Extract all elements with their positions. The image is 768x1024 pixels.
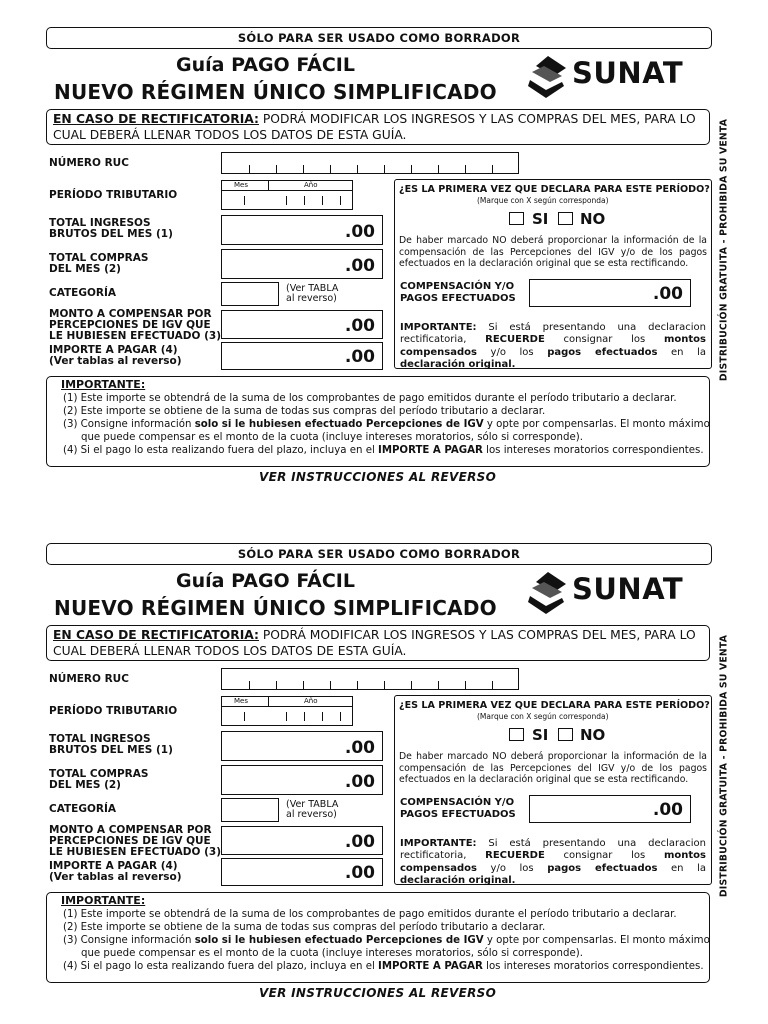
ingresos-label <box>49 734 173 756</box>
ruc-digit-divider <box>330 165 331 173</box>
ruc-label: NÚMERO RUC <box>49 157 129 169</box>
rectificatoria-box <box>46 625 710 661</box>
compras-field[interactable] <box>221 765 383 795</box>
important-text-part2: consignar los <box>544 334 664 346</box>
note-1: (1) Este importe se obtendrá de la suma de los comprobantes de pago emitidos durante el período tributario a declarar. <box>63 909 677 920</box>
recuerde-text: RECUERDE <box>485 850 545 862</box>
ruc-digit-divider <box>330 681 331 689</box>
monto-label-line2: PERCEPCIONES DE IGV QUE <box>49 319 211 331</box>
side-note <box>716 102 732 398</box>
periodo-label: PERÍODO TRIBUTARIO <box>49 705 178 717</box>
ingresos-amount: .00 <box>344 738 375 758</box>
note-3-part-c: y opte por compensarlas. El monto máximo <box>483 419 710 430</box>
categoria-field[interactable] <box>221 798 279 822</box>
ingresos-label-line2: BRUTOS DEL MES (1) <box>49 228 173 240</box>
question-subtitle: (Marque con X según corresponda) <box>477 196 609 205</box>
declaracion-text: declaración original. <box>400 358 516 370</box>
compras-amount: .00 <box>344 256 375 276</box>
tabla-note-line1: (Ver TABLA <box>286 283 339 294</box>
sunat-logo <box>526 568 706 618</box>
form-title: Guía PAGO FÁCIL <box>176 54 355 76</box>
monto-label <box>49 309 221 342</box>
categoria-label: CATEGORÍA <box>49 803 117 815</box>
monto-field[interactable] <box>221 310 383 339</box>
draft-banner: SÓLO PARA SER USADO COMO BORRADOR <box>46 543 712 565</box>
rectificatoria-text: PODRÁ MODIFICAR LOS INGRESOS Y LAS COMPRAS DEL MES, PARA LO CUAL DEBERÁ LLENAR TODOS LOS DATOS DE ESTA GUÍA. <box>53 628 696 658</box>
note-2: (2) Este importe se obtiene de la suma de todas sus compras del período tributario a declarar. <box>63 406 546 417</box>
ruc-label: NÚMERO RUC <box>49 673 129 685</box>
tabla-note-line2: al reverso) <box>286 292 337 304</box>
pagos-text: pagos efectuados <box>547 862 658 874</box>
ruc-digit-divider <box>249 165 250 173</box>
monto-amount: .00 <box>344 316 375 336</box>
ruc-digit-divider <box>465 681 466 689</box>
tabla-note <box>286 800 338 819</box>
importe-label-line2: (Ver tablas al reverso) <box>49 355 182 367</box>
ingresos-label-line2: BRUTOS DEL MES (1) <box>49 744 173 756</box>
monto-label-line1: MONTO A COMPENSAR POR <box>49 824 212 836</box>
ingresos-amount: .00 <box>344 222 375 242</box>
question-paragraph: De haber marcado NO deberá proporcionar la información de la compensación de las Percepciones del IGV y/o de los pagos efectuados en la declaración original que se esta rectificando. <box>399 751 707 785</box>
question-title: ¿ES LA PRIMERA VEZ QUE DECLARA PARA ESTE PERÍODO? <box>399 700 710 711</box>
periodo-label: PERÍODO TRIBUTARIO <box>49 189 178 201</box>
notes-title: IMPORTANTE: <box>61 894 146 907</box>
importe-amount: .00 <box>344 863 375 883</box>
periodo-anio-label: Año <box>304 181 318 189</box>
tabla-note-line2: al reverso) <box>286 808 337 820</box>
note-3-cont: que puede compensar es el monto de la cuota (incluye intereses moratorios, sólo si corresponde). <box>81 948 583 959</box>
periodo-field[interactable] <box>221 180 353 210</box>
instructions-footer: VER INSTRUCCIONES AL REVERSO <box>259 986 497 1000</box>
note-4 <box>63 961 704 973</box>
declaracion-text: declaración original. <box>400 874 516 886</box>
side-note-text: DISTRIBUCIÓN GRATUITA - PROHIBIDA SU VENTA <box>718 118 730 382</box>
compras-label <box>49 769 148 791</box>
logo-text: SUNAT <box>572 572 684 606</box>
note-4-part-c: los intereses moratorios correspondientes. <box>482 961 704 972</box>
recuerde-text: RECUERDE <box>485 334 545 346</box>
ruc-digit-divider <box>303 681 304 689</box>
ruc-digit-divider <box>492 681 493 689</box>
compras-field[interactable] <box>221 249 383 279</box>
note-4-part-b: IMPORTE A PAGAR <box>378 445 483 456</box>
note-2: (2) Este importe se obtiene de la suma de todas sus compras del período tributario a declarar. <box>63 922 546 933</box>
monto-amount: .00 <box>344 832 375 852</box>
note-3-part-b: solo si le hubiesen efectuado Percepciones de IGV <box>194 935 484 946</box>
compensacion-amount: .00 <box>652 800 683 820</box>
ruc-digit-divider <box>384 681 385 689</box>
compensacion-label-line1: COMPENSACIÓN Y/O <box>400 797 515 808</box>
ruc-digit-divider <box>303 165 304 173</box>
si-label: SI <box>532 210 549 228</box>
logo-text: SUNAT <box>572 56 684 90</box>
important-text-part3: y/o los <box>476 862 548 874</box>
note-1: (1) Este importe se obtendrá de la suma de los comprobantes de pago emitidos durante el período tributario a declarar. <box>63 393 677 404</box>
monto-label <box>49 825 221 858</box>
sunat-logo <box>526 52 706 102</box>
ruc-digit-divider <box>438 165 439 173</box>
note-3 <box>63 935 710 947</box>
ruc-digit-divider <box>465 165 466 173</box>
importe-label <box>49 861 182 883</box>
periodo-mes-label: Mes <box>234 181 248 189</box>
primera-vez-box <box>394 179 712 369</box>
form-title: Guía PAGO FÁCIL <box>176 570 355 592</box>
ruc-digit-divider <box>357 165 358 173</box>
ruc-digit-divider <box>276 681 277 689</box>
categoria-label: CATEGORÍA <box>49 287 117 299</box>
important-text-part1: Si está presentando una declaracion rectificatoria, <box>400 838 706 862</box>
rectificatoria-label: EN CASO DE RECTIFICATORIA: <box>53 112 259 126</box>
ruc-digit-divider <box>276 165 277 173</box>
note-3-part-a: (3) Consigne información <box>63 419 195 430</box>
form-subtitle: NUEVO RÉGIMEN ÚNICO SIMPLIFICADO <box>54 596 497 620</box>
importe-field[interactable] <box>221 342 383 370</box>
side-note <box>716 618 732 914</box>
ingresos-label-line1: TOTAL INGRESOS <box>49 217 151 229</box>
note-4 <box>63 445 704 457</box>
no-checkbox[interactable] <box>558 212 573 225</box>
notes-box <box>46 892 710 983</box>
important-text <box>400 322 706 371</box>
ruc-field[interactable] <box>221 152 519 174</box>
compras-label <box>49 253 148 275</box>
montos-text: montos compensados <box>400 334 706 358</box>
sunat-logo-icon <box>526 570 570 616</box>
importe-label <box>49 345 182 367</box>
ingresos-label <box>49 218 173 240</box>
importe-amount: .00 <box>344 347 375 367</box>
compensacion-label-line2: PAGOS EFECTUADOS <box>400 293 516 304</box>
si-checkbox[interactable] <box>509 212 524 225</box>
ruc-digit-divider <box>438 681 439 689</box>
ruc-digit-divider <box>357 681 358 689</box>
importe-field[interactable] <box>221 858 383 886</box>
note-3-part-a: (3) Consigne información <box>63 935 195 946</box>
important-text-part2: consignar los <box>544 850 664 862</box>
rectificatoria-box <box>46 109 710 145</box>
compensacion-field[interactable] <box>529 279 691 307</box>
important-text-part1: Si está presentando una declaracion rectificatoria, <box>400 322 706 346</box>
rectificatoria-text: PODRÁ MODIFICAR LOS INGRESOS Y LAS COMPRAS DEL MES, PARA LO CUAL DEBERÁ LLENAR TODOS LOS DATOS DE ESTA GUÍA. <box>53 112 696 142</box>
important-text-part4: en la <box>657 862 706 874</box>
side-note-text: DISTRIBUCIÓN GRATUITA - PROHIBIDA SU VENTA <box>718 634 730 898</box>
form-subtitle: NUEVO RÉGIMEN ÚNICO SIMPLIFICADO <box>54 80 497 104</box>
note-3-part-c: y opte por compensarlas. El monto máximo <box>483 935 710 946</box>
tabla-note-line1: (Ver TABLA <box>286 799 339 810</box>
no-label: NO <box>580 726 606 744</box>
primera-vez-box <box>394 695 712 885</box>
compensacion-label <box>400 281 516 305</box>
important-label: IMPORTANTE: <box>400 838 477 849</box>
periodo-field[interactable] <box>221 696 353 726</box>
ruc-digit-divider <box>492 165 493 173</box>
compras-label-line2: DEL MES (2) <box>49 263 121 275</box>
compras-label-line1: TOTAL COMPRAS <box>49 252 149 264</box>
ruc-digit-divider <box>384 165 385 173</box>
monto-label-line3: LE HUBIESEN EFECTUADO (3) <box>49 846 222 858</box>
note-3 <box>63 419 710 431</box>
ruc-digit-divider <box>411 165 412 173</box>
guia-pago-facil-form-2 <box>0 516 768 1016</box>
pagos-text: pagos efectuados <box>547 346 658 358</box>
compensacion-field[interactable] <box>529 795 691 823</box>
categoria-field[interactable] <box>221 282 279 306</box>
note-3-part-b: solo si le hubiesen efectuado Percepciones de IGV <box>194 419 484 430</box>
compensacion-label-line1: COMPENSACIÓN Y/O <box>400 281 515 292</box>
sunat-logo-icon <box>526 54 570 100</box>
ruc-digit-divider <box>411 681 412 689</box>
guia-pago-facil-form-1 <box>0 0 768 500</box>
ruc-digit-divider <box>249 681 250 689</box>
important-text <box>400 838 706 887</box>
compensacion-label-line2: PAGOS EFECTUADOS <box>400 809 516 820</box>
important-text-part4: en la <box>657 346 706 358</box>
ingresos-label-line1: TOTAL INGRESOS <box>49 733 151 745</box>
no-checkbox[interactable] <box>558 728 573 741</box>
monto-label-line2: PERCEPCIONES DE IGV QUE <box>49 835 211 847</box>
notes-title: IMPORTANTE: <box>61 378 146 391</box>
question-subtitle: (Marque con X según corresponda) <box>477 712 609 721</box>
si-label: SI <box>532 726 549 744</box>
monto-label-line1: MONTO A COMPENSAR POR <box>49 308 212 320</box>
question-paragraph: De haber marcado NO deberá proporcionar la información de la compensación de las Percepciones del IGV y/o de los pagos efectuados en la declaración original que se esta rectificando. <box>399 235 707 269</box>
rectificatoria-label: EN CASO DE RECTIFICATORIA: <box>53 628 259 642</box>
importe-label-line1: IMPORTE A PAGAR (4) <box>49 860 178 872</box>
instructions-footer: VER INSTRUCCIONES AL REVERSO <box>259 470 497 484</box>
compensacion-amount: .00 <box>652 284 683 304</box>
no-label: NO <box>580 210 606 228</box>
importe-label-line2: (Ver tablas al reverso) <box>49 871 182 883</box>
notes-box <box>46 376 710 467</box>
important-text-part3: y/o los <box>476 346 548 358</box>
compras-label-line2: DEL MES (2) <box>49 779 121 791</box>
draft-banner: SÓLO PARA SER USADO COMO BORRADOR <box>46 27 712 49</box>
monto-field[interactable] <box>221 826 383 855</box>
compras-label-line1: TOTAL COMPRAS <box>49 768 149 780</box>
importe-label-line1: IMPORTE A PAGAR (4) <box>49 344 178 356</box>
periodo-anio-label: Año <box>304 697 318 705</box>
note-4-part-a: (4) Si el pago lo esta realizando fuera del plazo, incluya en el <box>63 961 379 972</box>
ruc-field[interactable] <box>221 668 519 690</box>
note-4-part-a: (4) Si el pago lo esta realizando fuera del plazo, incluya en el <box>63 445 379 456</box>
monto-label-line3: LE HUBIESEN EFECTUADO (3) <box>49 330 222 342</box>
ingresos-field[interactable] <box>221 215 383 245</box>
question-title: ¿ES LA PRIMERA VEZ QUE DECLARA PARA ESTE PERÍODO? <box>399 184 710 195</box>
compensacion-label <box>400 797 516 821</box>
note-4-part-b: IMPORTE A PAGAR <box>378 961 483 972</box>
si-checkbox[interactable] <box>509 728 524 741</box>
note-3-cont: que puede compensar es el monto de la cuota (incluye intereses moratorios, sólo si corresponde). <box>81 432 583 443</box>
ingresos-field[interactable] <box>221 731 383 761</box>
note-4-part-c: los intereses moratorios correspondientes. <box>482 445 704 456</box>
periodo-mes-label: Mes <box>234 697 248 705</box>
compras-amount: .00 <box>344 772 375 792</box>
important-label: IMPORTANTE: <box>400 322 477 333</box>
tabla-note <box>286 284 338 303</box>
montos-text: montos compensados <box>400 850 706 874</box>
